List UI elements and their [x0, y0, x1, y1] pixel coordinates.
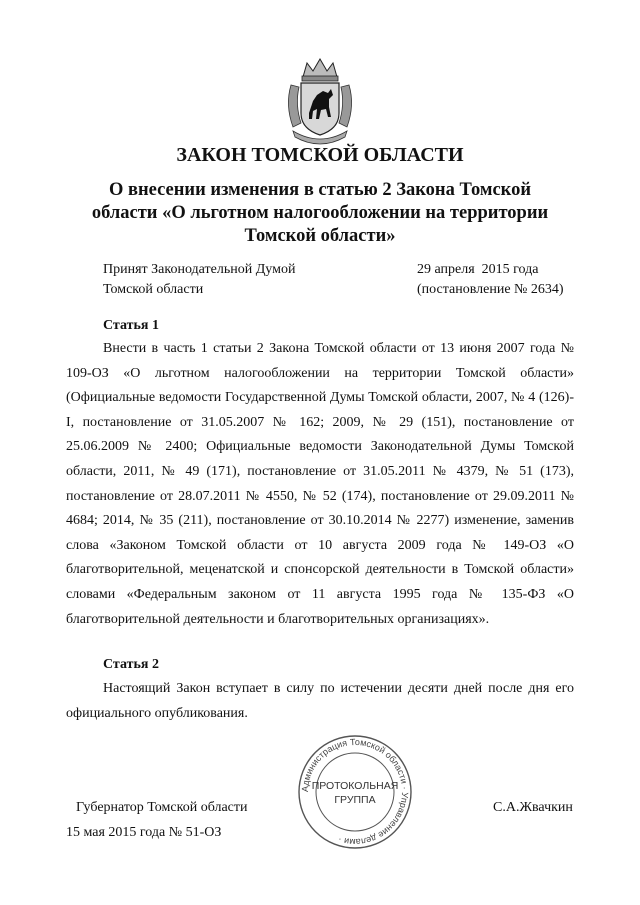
adoption-date: 29 апреля 2015 года [417, 262, 539, 277]
document-subtitle: О внесении изменения в статью 2 Закона Томской области «О льготном налогообложении на территории Томской области» [91, 180, 549, 246]
signatory-name: С.А.Жвачкин [493, 800, 573, 815]
article-2-text: Настоящий Закон вступает в силу по истечении десяти дней после дня его официального опубликования. [66, 681, 574, 721]
article-2-body [66, 677, 574, 726]
adoption-date-block [417, 260, 617, 300]
coat-of-arms-icon [283, 55, 357, 147]
stamp-ring-text: Администрация Томской области · Управление делами · [299, 736, 411, 848]
article-1-body [66, 337, 574, 632]
document-title: ЗАКОН ТОМСКОЙ ОБЛАСТИ [176, 144, 464, 166]
article-1-heading: Статья 1 [103, 318, 159, 333]
adopted-by [103, 260, 363, 300]
article-2-heading: Статья 2 [103, 657, 159, 672]
adopted-by-line1: Принят Законодательной Думой [103, 262, 296, 277]
signatory-position: Губернатор Томской области [76, 800, 248, 815]
article-1-text: Внести в часть 1 статьи 2 Закона Томской области от 13 июня 2007 года № 109-ОЗ «О льготном налогообложении на территории Томской области» (Официальные ведомости Государственной Думы Томской области, 2007, № 4 (126)-I, постановление от 31.05.2007 № 162; 2009, № 29 (151), постановление от 25.06.2009 № 2400; Официальные ведомости Законодательной Думы Томской области, 2011, № 49 (171), постановление от 31.05.2011 № 4379, № 51 (173), постановление от 28.07.2011 № 4550, № 52 (174), постановление от 29.09.2011 № 4684; 2014, № 35 (211), постановление от 30.10.2014 № 2277) изменение, заменив слова «Законом Томской области от 10 августа 2009 года № 149-ОЗ «О благотворительной, меценатской и спонсорской деятельности в Томской области» словами «Федеральным законом от 11 августа 1995 года № 135-ФЗ «О благотворительной деятельности и благотворительных организациях». [66, 341, 574, 627]
adoption-resolution: (постановление № 2634) [417, 282, 564, 297]
official-stamp [296, 733, 414, 851]
stamp-line2: ГРУППА [334, 794, 376, 806]
adopted-by-line2: Томской области [103, 282, 204, 297]
law-date-number: 15 мая 2015 года № 51-ОЗ [66, 825, 222, 840]
stamp-line1: ПРОТОКОЛЬНАЯ [311, 780, 399, 792]
